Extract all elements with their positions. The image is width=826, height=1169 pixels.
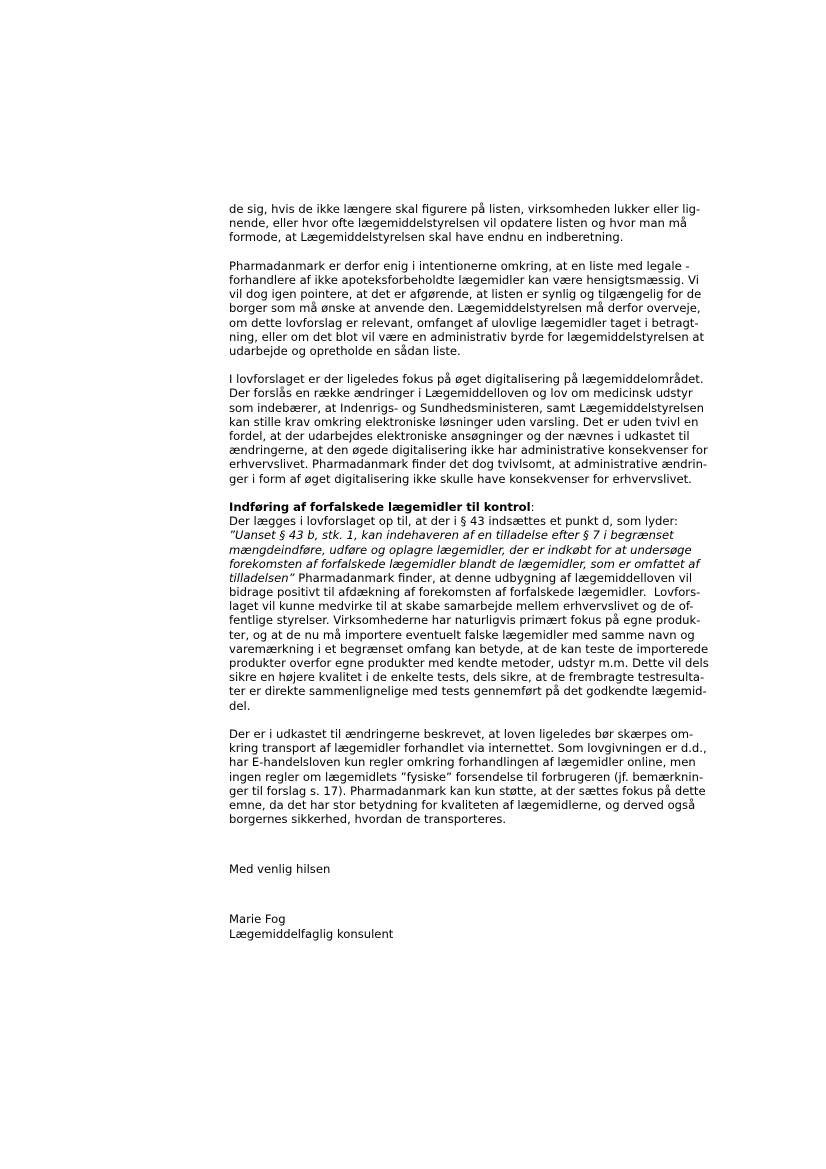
signature-name: Marie Fog: [229, 912, 286, 927]
text-line: fentlige styrelser. Virksomhederne har naturligvis primært fokus på egne produk-: [229, 613, 701, 628]
text-line: del.: [229, 698, 251, 713]
text-line: Der lægges i lovforslaget op til, at der i § 43 indsættes et punkt d, som lyder:: [229, 514, 678, 529]
text-line: Der er i udkastet til ændringerne beskrevet, at loven ligeledes bør skærpes om-: [229, 726, 694, 741]
paragraph-1: [229, 202, 729, 245]
quote-end: tilladelsen”: [229, 570, 295, 585]
quote-line: ”Uanset § 43 b, stk. 1, kan indehaveren af en tilladelse efter § 7 i begrænset: [229, 528, 674, 543]
text-line: ter er direkte sammenlignelige med tests gennemført på det godkendte lægemid-: [229, 684, 707, 699]
text-line: I lovforslaget er der ligeledes fokus på øget digitalisering på lægemiddelområdet.: [229, 372, 704, 387]
text-line: borgernes sikkerhed, hvordan de transporteres.: [229, 812, 507, 827]
after-quote-text: Pharmadanmark finder, at denne udbygning af lægemiddelloven vil: [294, 570, 693, 585]
text-line: Der forslås en række ændringer i Lægemiddelloven og lov om medicinsk udstyr: [229, 386, 693, 401]
paragraph-5: [229, 727, 729, 826]
section-heading-line: [229, 500, 729, 514]
text-line: om dette lovforslag er relevant, omfanget af ulovlige lægemidler taget i betragt-: [229, 315, 699, 330]
text-line: sikre en højere kvalitet i de enkelte tests, dels sikre, at de frembragte testresulta-: [229, 670, 705, 685]
text-line: laget vil kunne medvirke til at skabe samarbejde mellem erhvervslivet og de of-: [229, 599, 694, 614]
paragraph-3: [229, 372, 729, 486]
quote-line: mængdeindføre, udføre og oplagre lægemidler, der er indkøbt for at undersøge: [229, 542, 692, 557]
text-line: varemærkning i et begrænset omfang kan betyde, at de kan teste de importerede: [229, 641, 709, 656]
text-line: fordel, at der udarbejdes elektroniske ansøgninger og der nævnes i udkastet til: [229, 429, 690, 443]
text-line: har E-handelsloven kun regler omkring forhandlingen af lægemidler online, men: [229, 755, 696, 770]
quote-end-line: [229, 571, 729, 585]
text-line: som indebærer, at Indenrigs- og Sundhedsministeren, samt Lægemiddelstyrelsen: [229, 400, 704, 415]
quote-line: forekomsten af forfalskede lægemidler blandt de lægemidler, som er omfattet af: [229, 556, 700, 571]
text-line: ingen regler om lægemidlets ”fysiske” forsendelse til forbrugeren (jf. bemærknin-: [229, 769, 704, 784]
closing-greeting: Med venlig hilsen: [229, 862, 331, 877]
text-line: forhandlere af ikke apoteksforbeholdte lægemidler kan være hensigtsmæssig. Vi: [229, 272, 699, 287]
text-line: bidrage positivt til afdækning af forekomsten af forfalskede lægemidler. Lovfors-: [229, 585, 701, 600]
text-line: produkter overfor egne produkter med kendte metoder, udstyr m.m. Dette vil dels: [229, 656, 709, 670]
text-line: kring transport af lægemidler forhandlet via internettet. Som lovgivningen er d.d.,: [229, 741, 707, 756]
text-line: ger til forslag s. 17). Pharmadanmark kan kun støtte, at der sættes fokus på dette: [229, 783, 706, 798]
text-line: vil dog igen pointere, at det er afgørende, at listen er synlig og tilgængelig for de: [229, 287, 702, 302]
text-line: borger som må ønske at anvende den. Lægemiddelstyrelsen må derfor overveje,: [229, 301, 701, 316]
text-line: kan stille krav omkring elektroniske løsninger uden varsling. Det er uden tvivl en: [229, 414, 699, 429]
text-line: udarbejde og opretholde en sådan liste.: [229, 343, 461, 358]
text-line: ændringerne, at den øgede digitalisering ikke har administrative konsekvenser for: [229, 443, 708, 458]
text-line: emne, da det har stor betydning for kvaliteten af lægemidlerne, og derved også: [229, 797, 696, 812]
section-heading-colon: :: [530, 499, 535, 514]
text-line: de sig, hvis de ikke længere skal figurere på listen, virksomheden lukker eller lig-: [229, 202, 701, 216]
text-line: erhvervslivet. Pharmadanmark finder det dog tvivlsomt, at administrative ændrin-: [229, 457, 708, 472]
text-line: ning, eller om det blot vil være en administrativ byrde for lægemiddelstyrelsen at: [229, 329, 704, 344]
letter-body: [229, 202, 729, 941]
signature-title: Lægemiddelfaglig konsulent: [229, 926, 394, 941]
paragraph-4: [229, 500, 729, 713]
text-line: ger i form af øget digitalisering ikke skulle have konsekvenser for erhvervslivet.: [229, 471, 692, 486]
section-heading: Indføring af forfalskede lægemidler til kontrol: [229, 499, 531, 514]
text-line: nende, eller hvor ofte lægemiddelstyrelsen vil opdatere listen og hvor man må: [229, 216, 687, 231]
paragraph-2: [229, 259, 729, 358]
text-line: ter, og at de nu må importere eventuelt falske lægemidler med samme navn og: [229, 627, 695, 642]
text-line: formode, at Lægemiddelstyrelsen skal have endnu en indberetning.: [229, 230, 624, 245]
text-line: Pharmadanmark er derfor enig i intentionerne omkring, at en liste med legale -: [229, 258, 690, 273]
